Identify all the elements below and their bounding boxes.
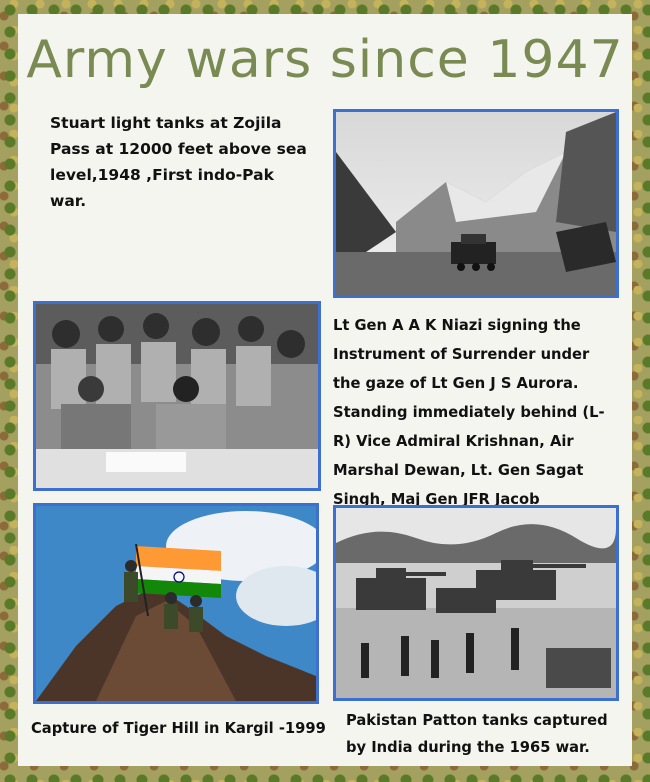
- caption-zojila: Stuart light tanks at Zojila Pass at 12000 feet above sea level,1948 ,First indo-Pak war.: [50, 114, 307, 210]
- caption-surrender: Lt Gen A A K Niazi signing the Instrument of Surrender under the gaze of Lt Gen J S Aurora. Standing immediately behind (L-R) Vice Admiral Krishnan, Air Marshal Dewan, Lt. Gen Sagat Singh, Maj Gen JFR Jacob: [333, 317, 605, 508]
- caption-tiger-hill: Capture of Tiger Hill in Kargil -1999: [31, 720, 326, 737]
- caption-patton: Pakistan Patton tanks captured by India during the 1965 war.: [346, 712, 608, 756]
- photo-surrender-signing: [33, 301, 321, 491]
- photo-zojila-tanks: [333, 109, 619, 298]
- photo-patton-tanks: [333, 505, 619, 701]
- photo-tiger-hill: [33, 503, 319, 704]
- page-title: Army wars since 1947: [26, 30, 624, 90]
